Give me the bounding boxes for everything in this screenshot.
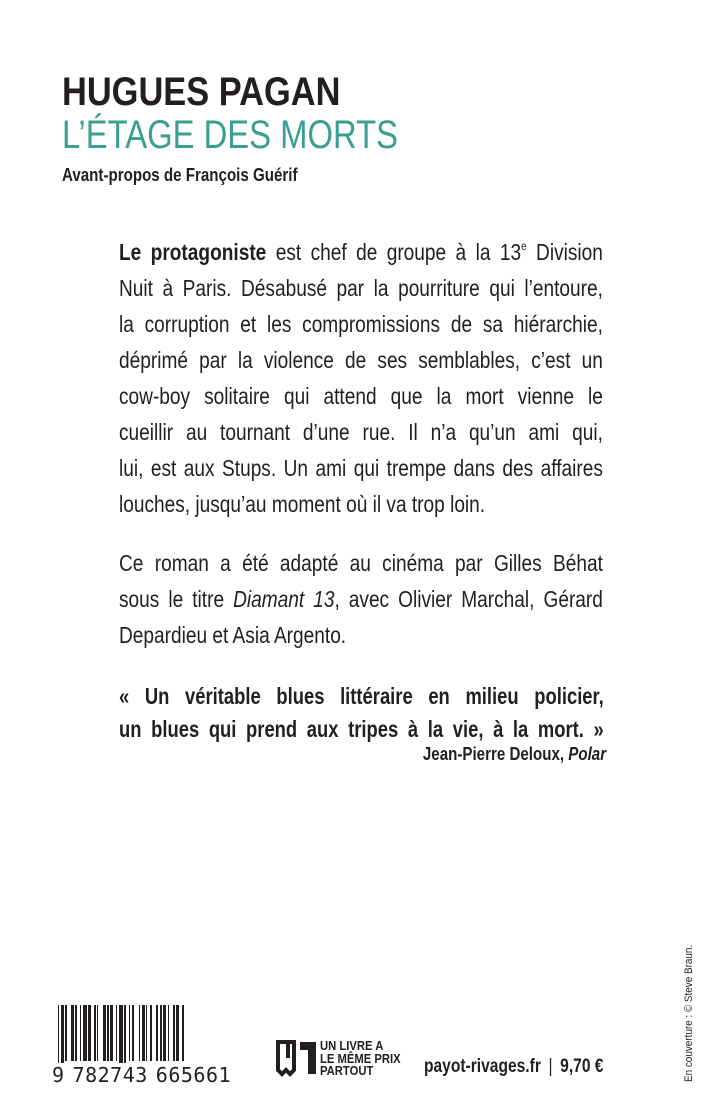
author-name: HUGUES PAGAN <box>62 70 341 114</box>
isbn-number <box>52 1063 231 1087</box>
synopsis-paragraph <box>119 228 603 522</box>
logo-text-line: PARTOUT <box>320 1064 374 1078</box>
adaptation-paragraph <box>119 545 603 653</box>
fixed-price-label <box>320 1040 401 1078</box>
synopsis-text: est chef de groupe à la 13 <box>266 239 522 265</box>
publisher-price-line <box>424 1056 603 1078</box>
synopsis-line: lui, est aux Stups. Un ami qui trempe dans des affaires <box>119 455 603 481</box>
isbn-digit: 9 <box>52 1063 65 1087</box>
adaptation-line: Ce roman a été adapté au cinéma par Gilles Béhat <box>119 550 603 576</box>
synopsis-text: Division <box>526 239 603 265</box>
synopsis-line: déprimé par la violence de ses semblables, c’est un <box>119 347 603 373</box>
synopsis-line: Nuit à Paris. Désabusé par la pourriture qui l’entoure, <box>119 275 603 301</box>
film-title: Diamant 13 <box>233 586 335 612</box>
publication-name: Polar <box>568 744 606 764</box>
adaptation-text: sous le titre <box>119 586 234 612</box>
separator: | <box>548 1056 553 1077</box>
adaptation-text: , avec Olivier Marchal, Gérard <box>334 586 603 612</box>
cover-credit: En couverture : © Steve Braun. <box>683 944 695 1082</box>
synopsis-lead: Le protagoniste <box>119 239 267 265</box>
quote-line: « Un véritable blues littéraire en milieu policier, <box>119 683 604 709</box>
barcode <box>58 1005 228 1065</box>
logo-text-line: UN LIVRE A <box>320 1039 384 1053</box>
isbn-group: 782743 <box>72 1063 148 1087</box>
quote-line: un blues qui prend aux tripes à la vie, à la mort. » <box>119 716 604 742</box>
synopsis-line <box>119 228 603 270</box>
adaptation-line <box>119 581 603 617</box>
book-title: L’ÉTAGE DES MORTS <box>62 113 398 157</box>
synopsis-line: louches, jusqu’au moment où il va trop loin. <box>119 491 486 517</box>
publisher-website: payot-rivages.fr <box>424 1056 541 1077</box>
synopsis-line: cueillir au tournant d’une rue. Il n’a qu’un ami qui, <box>119 419 603 445</box>
critic-name: Jean-Pierre Deloux, <box>422 744 569 764</box>
price: 9,70 € <box>560 1056 604 1077</box>
superscript: e <box>521 239 527 253</box>
synopsis-line: la corruption et les compromissions de sa hiérarchie, <box>119 311 603 337</box>
quote-attribution <box>423 744 606 765</box>
press-quote <box>119 680 603 746</box>
open-book-logo-icon <box>276 1038 322 1078</box>
synopsis-line: cow-boy solitaire qui attend que la mort vienne le <box>119 383 603 409</box>
isbn-group: 665661 <box>155 1063 232 1087</box>
foreword-credit: Avant-propos de François Guérif <box>62 165 298 185</box>
adaptation-line: Depardieu et Asia Argento. <box>119 622 347 648</box>
logo-text-line: LE MÊME PRIX <box>320 1051 401 1066</box>
